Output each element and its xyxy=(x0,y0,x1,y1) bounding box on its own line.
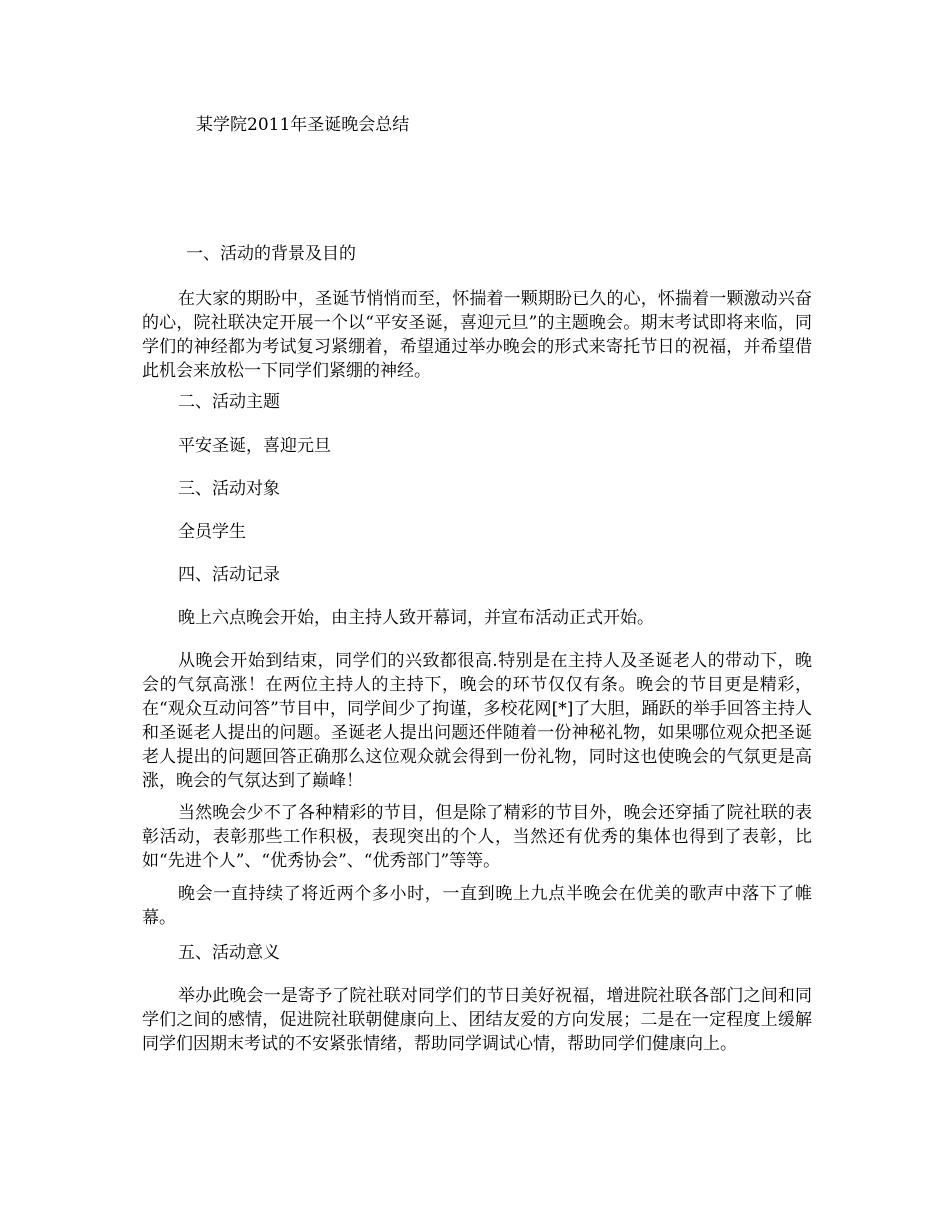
paragraph-record-opening: 晚上六点晚会开始，由主持人致开幕词，并宣布活动正式开始。 xyxy=(178,608,654,628)
paragraph-theme: 平安圣诞，喜迎元旦 xyxy=(178,436,331,456)
paragraph-record-atmosphere: 从晚会开始到结束，同学们的兴致都很高.特别是在主持人及圣诞老人的带动下，晚会的气氛高涨！在两位主持人的主持下，晚会的环节仅仅有条。晚会的节目更是精彩，在“观众互动问答”节目中，同学间少了拘谨，多校花网[*]了大胆，踊跃的举手回答主持人和圣诞老人提出的问题。圣诞老人提出问题还伴随着一份神秘礼物，如果哪位观众把圣诞老人提出的问题回答正确那么这位观众就会得到一份礼物，同时这也使晚会的气氛更是高涨，晚会的气氛达到了巅峰！ xyxy=(142,651,812,791)
section-heading-audience: 三、活动对象 xyxy=(178,479,280,499)
paragraph-record-ending: 晚会一直持续了将近两个多小时，一直到晚上九点半晚会在优美的歌声中落下了帷幕。 xyxy=(142,884,812,928)
paragraph-background: 在大家的期盼中，圣诞节悄悄而至，怀揣着一颗期盼已久的心，怀揣着一颗激动兴奋的心，院社联决定开展一个以“平安圣诞，喜迎元旦”的主题晚会。期末考试即将来临，同学们的神经都为考试复习紧绷着，希望通过举办晚会的形式来寄托节日的祝福，并希望借此机会来放松一下同学们紧绷的神经。 xyxy=(142,289,812,381)
paragraph-significance: 举办此晚会一是寄予了院社联对同学们的节日美好祝福，增进院社联各部门之间和同学们之间的感情，促进院社联朝健康向上、团结友爱的方向发展；二是在一定程度上缓解同学们因期末考试的不安紧张情绪，帮助同学调试心情，帮助同学们健康向上。 xyxy=(142,986,812,1054)
document-title: 某学院2011年圣诞晚会总结 xyxy=(196,115,410,135)
section-heading-significance: 五、活动意义 xyxy=(178,943,280,963)
paragraph-record-awards: 当然晚会少不了各种精彩的节目，但是除了精彩的节目外，晚会还穿插了院社联的表彰活动，表彰那些工作积极，表现突出的个人，当然还有优秀的集体也得到了表彰，比如“先进个人”、“优秀协会”、“优秀部门”等等。 xyxy=(142,803,812,871)
paragraph-audience: 全员学生 xyxy=(178,522,246,542)
section-heading-theme: 二、活动主题 xyxy=(178,392,280,412)
section-heading-record: 四、活动记录 xyxy=(178,565,280,585)
section-heading-background: 一、活动的背景及目的 xyxy=(186,244,356,264)
